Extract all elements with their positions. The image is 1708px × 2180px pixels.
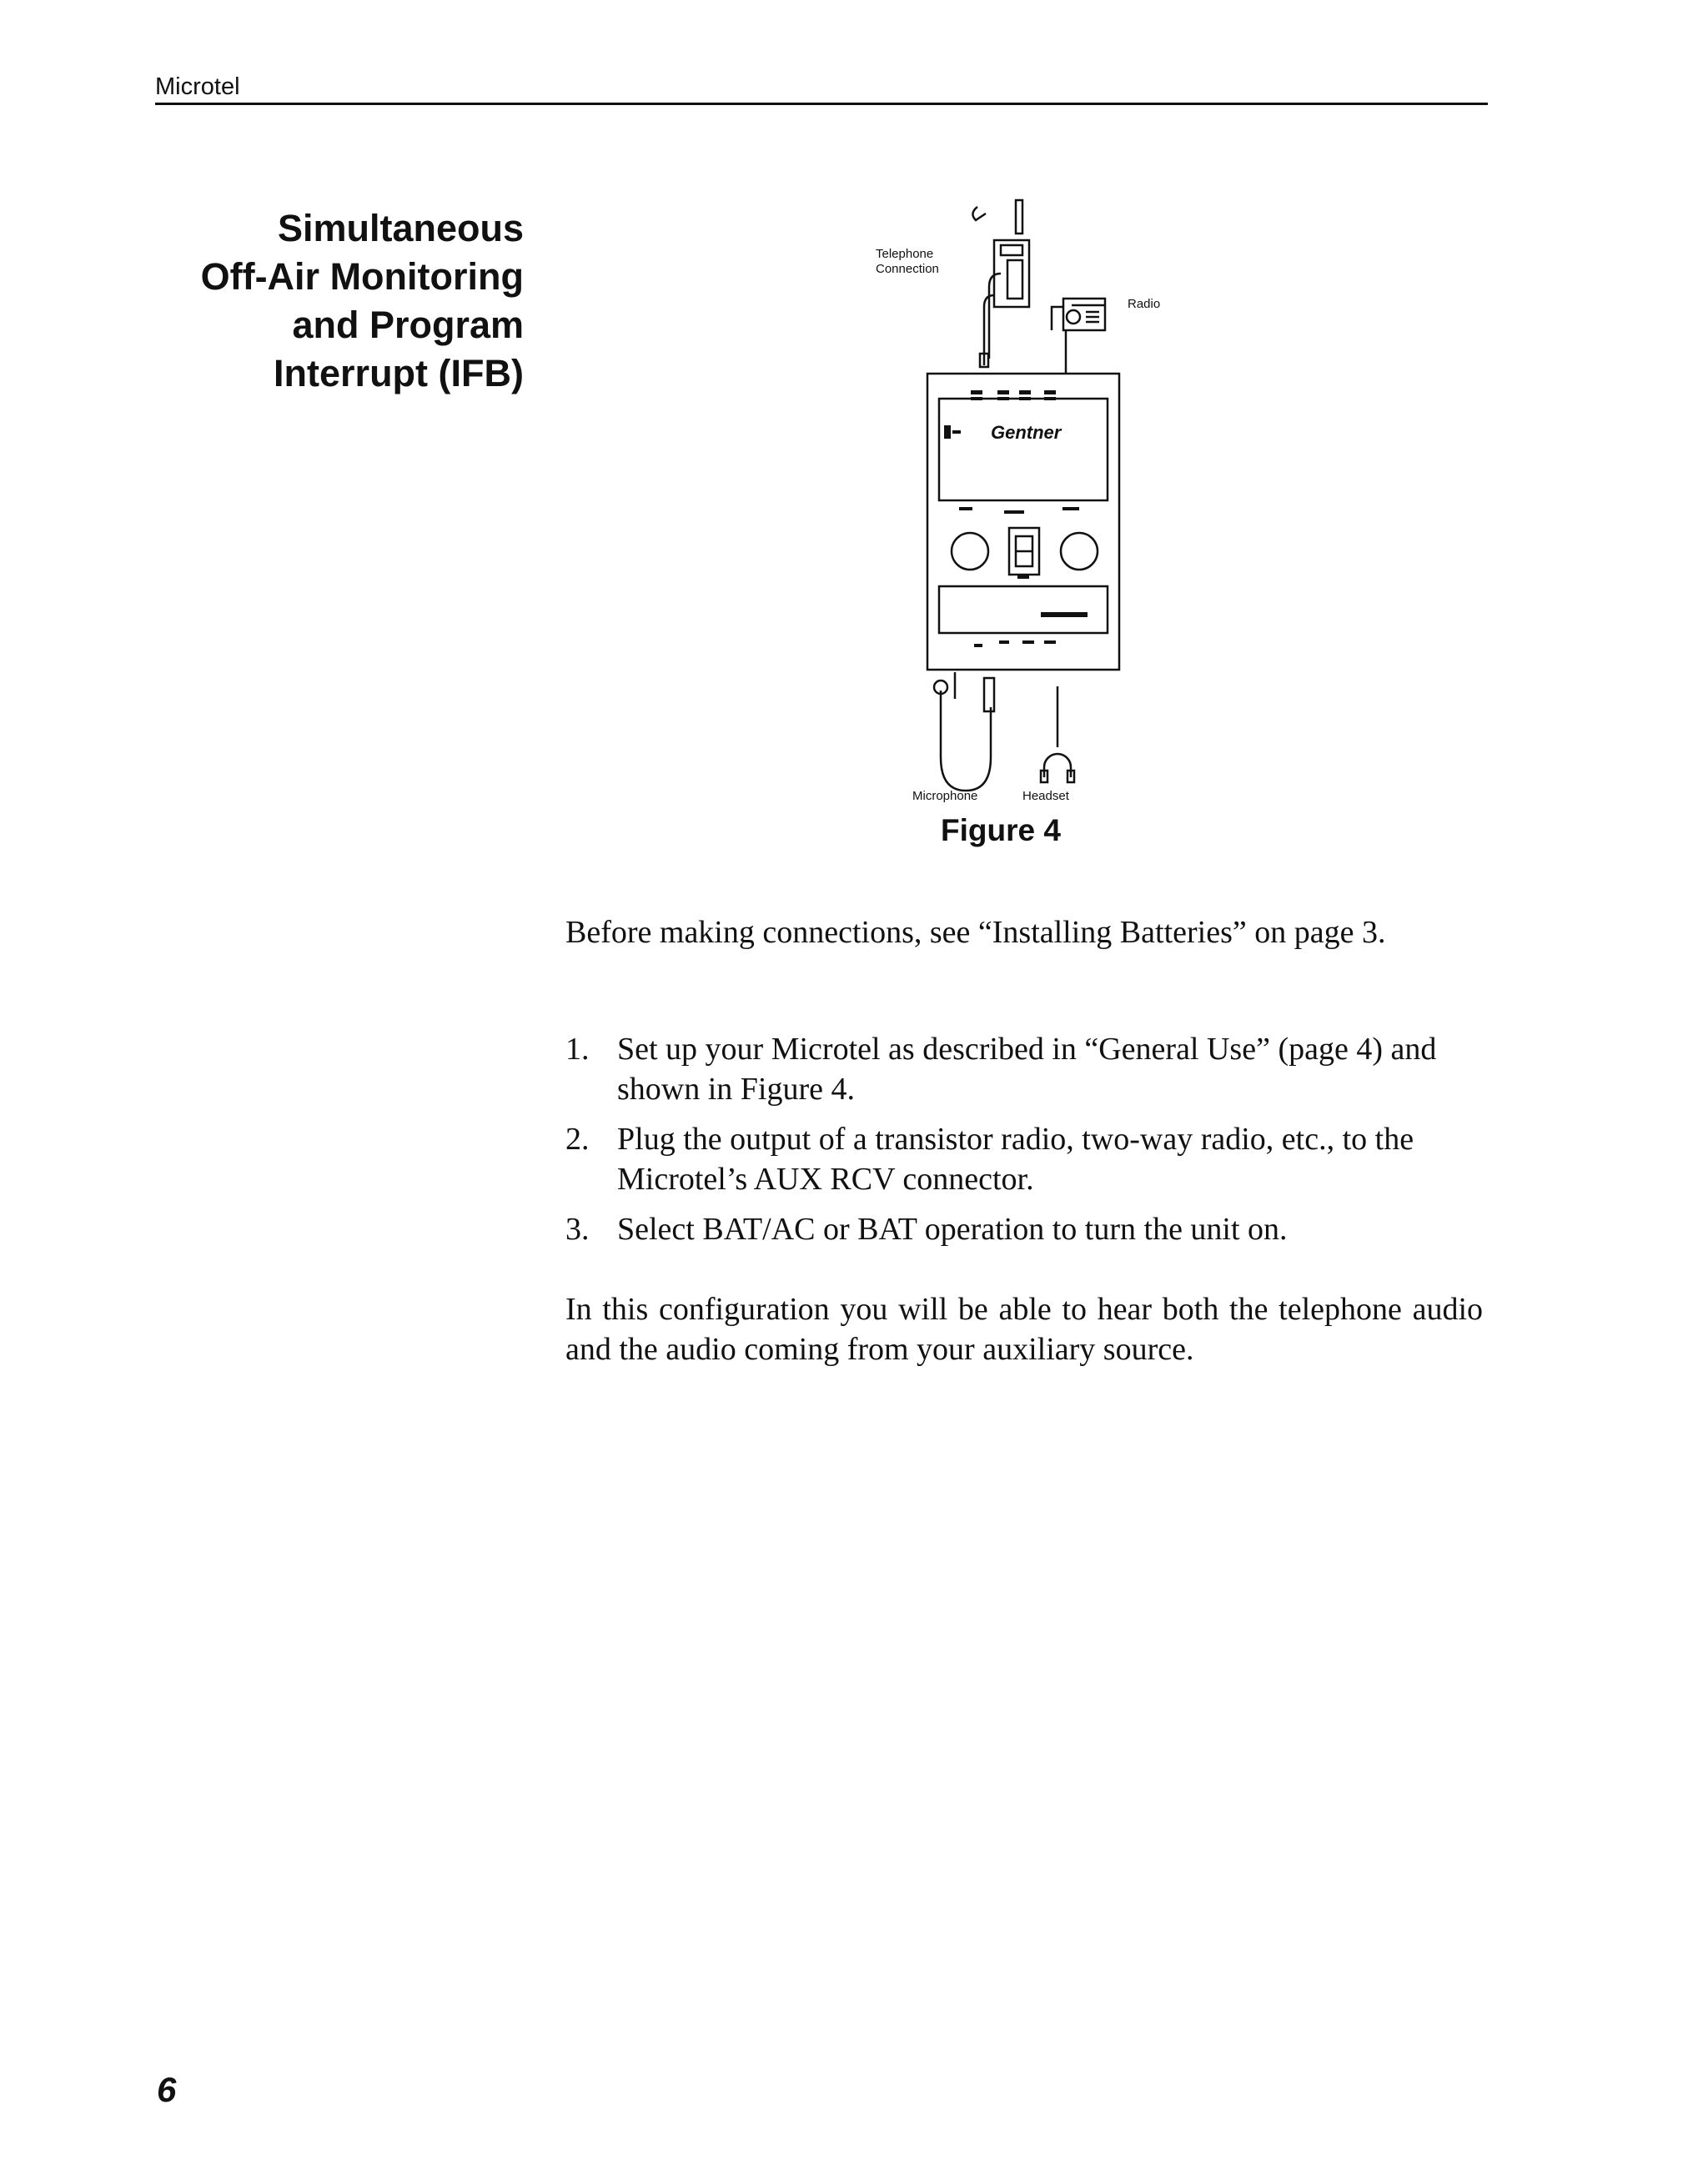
section-heading-line: Simultaneous bbox=[277, 207, 524, 249]
telephone-antenna bbox=[1016, 200, 1022, 234]
section-heading-line: and Program bbox=[292, 304, 524, 346]
list-item bbox=[565, 1029, 1483, 1109]
list-item bbox=[565, 1119, 1483, 1199]
list-item bbox=[565, 1209, 1483, 1249]
running-header: Microtel bbox=[155, 73, 240, 100]
headset-label: Headset bbox=[1022, 789, 1069, 803]
receive-level-knob bbox=[1061, 533, 1098, 570]
step-number: 2. bbox=[565, 1122, 590, 1157]
microphone-label: Microphone bbox=[912, 789, 978, 803]
brand-logo bbox=[944, 425, 951, 439]
intro-paragraph: Before making connections, see “Installing Batteries” on page 3. bbox=[565, 915, 1386, 950]
radio-icon bbox=[1063, 299, 1105, 330]
brand-label: Gentner bbox=[991, 422, 1062, 443]
figure-caption: Figure 4 bbox=[941, 813, 1061, 847]
telephone-label-line2: Connection bbox=[876, 262, 939, 276]
header-rule bbox=[155, 103, 1488, 105]
section-heading-line: Interrupt (IFB) bbox=[274, 352, 524, 394]
step-number: 3. bbox=[565, 1212, 590, 1247]
connection-diagram bbox=[859, 190, 1209, 824]
steps-list bbox=[565, 1029, 1483, 1259]
step-text: Plug the output of a transistor radio, two-way radio, etc., to the Microtel’s AUX RCV connector. bbox=[617, 1122, 1414, 1197]
connection-diagram-drawing bbox=[859, 190, 1209, 824]
page-number: 6 bbox=[157, 2070, 177, 2109]
closing-paragraph: In this configuration you will be able to hear both the telephone audio and the audio coming from your auxiliary source. bbox=[565, 1292, 1483, 1367]
step-text: Select BAT/AC or BAT operation to turn the unit on. bbox=[617, 1212, 1288, 1247]
step-number: 1. bbox=[565, 1032, 590, 1067]
section-heading-line: Off-Air Monitoring bbox=[200, 255, 524, 298]
section-heading bbox=[133, 204, 524, 398]
step-text: Set up your Microtel as described in “General Use” (page 4) and shown in Figure 4. bbox=[617, 1032, 1437, 1107]
radio-label: Radio bbox=[1128, 297, 1161, 311]
microtel-unit bbox=[927, 374, 1119, 670]
handset-curl-icon bbox=[972, 207, 986, 220]
telephone-label-line1: Telephone bbox=[876, 247, 934, 261]
telephone-cord bbox=[984, 274, 1001, 365]
send-level-knob bbox=[952, 533, 988, 570]
